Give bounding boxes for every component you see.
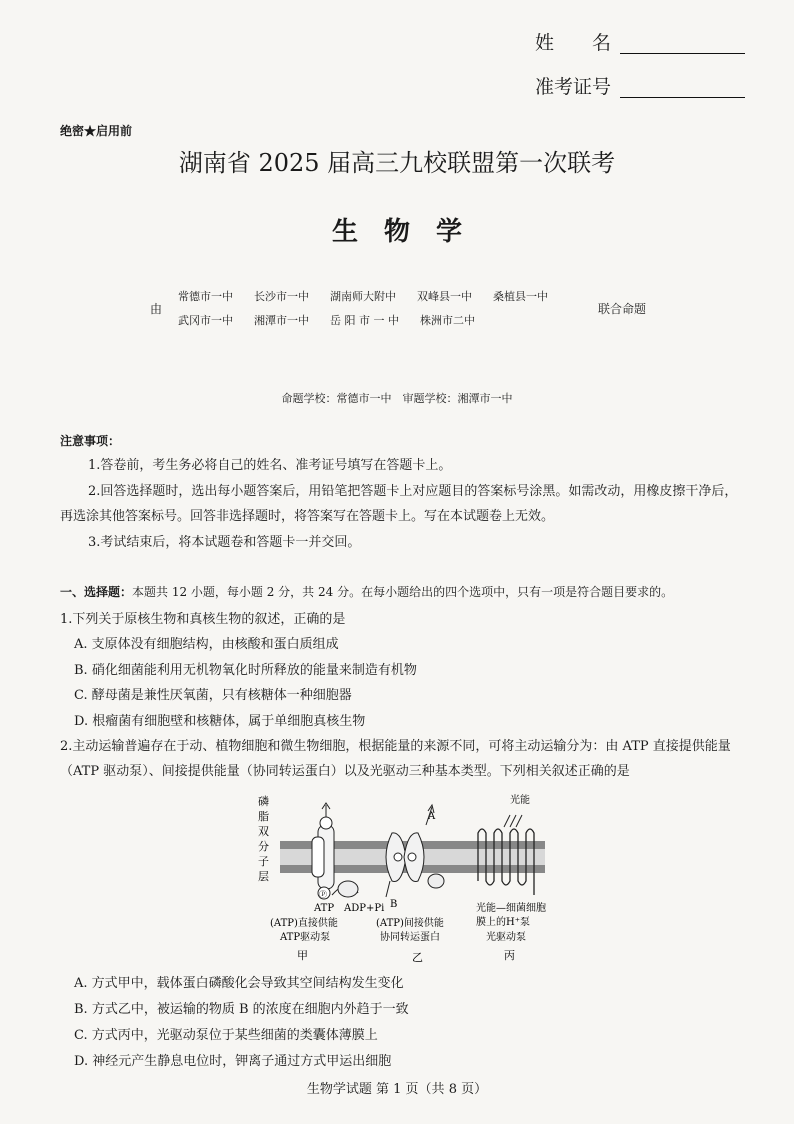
question-2-stem-line-2: （ATP 驱动泵）、间接提供能量（协同转运蛋白）以及光驱动三种基本类型。下列相关叙述正确的是: [60, 764, 630, 779]
membrane-label-char: 磷: [258, 795, 269, 808]
q2-option-a: A. 方式甲中，载体蛋白磷酸化会导致其空间结构发生变化: [74, 976, 404, 991]
note-item: 3.考试结束后，将本试题卷和答题卡一并交回。: [88, 535, 361, 550]
subject-title: 生 物 学: [331, 217, 462, 247]
section-heading: [60, 583, 673, 601]
note-item: 1.答卷前，考生务必将自己的姓名、准考证号填写在答题卡上。: [88, 458, 452, 473]
exam-id-label: 准考证号: [535, 76, 612, 98]
q1-option-a: A. 支原体没有细胞结构，由核酸和蛋白质组成: [74, 637, 339, 652]
q2-option-d: D. 神经元产生静息电位时，钾离子通过方式甲运出细胞: [74, 1054, 392, 1069]
school-row-2: [178, 312, 475, 330]
yi-caption-line: (ATP)间接供能: [376, 918, 444, 929]
school-item: 湖南师大附中: [330, 290, 396, 303]
atp-label: ATP: [314, 903, 335, 914]
yi-label: 乙: [412, 951, 423, 964]
q1-option-b: B. 硝化细菌能利用无机物氧化时所释放的能量来制造有机物: [74, 663, 417, 678]
transport-figure: [240, 785, 570, 975]
q1-option-d: D. 根瘤菌有细胞壁和核糖体，属于单细胞真核生物: [74, 714, 366, 729]
page-footer: 生物学试题 第 1 页（共 8 页）: [306, 1082, 488, 1097]
membrane-label-char: 层: [258, 870, 269, 883]
name-label: 姓 名: [535, 32, 612, 54]
school-item: 长沙市一中: [254, 290, 309, 303]
bing-caption-line: 光能—细菌细胞: [476, 903, 546, 914]
school-item: 岳 阳 市 一 中: [330, 314, 399, 327]
jia-caption-line: (ATP)直接供能: [270, 918, 338, 929]
jia-caption-line: ATP驱动泵: [280, 932, 331, 943]
question-2-stem-line-1: 2.主动运输普遍存在于动、植物细胞和微生物细胞，根据能量的来源不同，可将主动运输分为：由 ATP 直接提供能量: [60, 739, 731, 754]
note-item: 2.回答选择题时，选出每小题答案后，用铅笔把答题卡上对应题目的答案标号涂黑。如需改动，用橡皮擦干净后，: [88, 484, 738, 499]
light-label: 光能: [510, 795, 530, 806]
secret-tag: 绝密★启用前: [60, 124, 133, 138]
name-field-line[interactable]: [620, 53, 745, 54]
school-item: 双峰县一中: [417, 290, 472, 303]
bing-caption-line: 膜上的H⁺泵: [476, 917, 530, 928]
school-item: 桑植县一中: [493, 290, 548, 303]
schools-suffix: 联合命题: [598, 302, 647, 316]
jia-label: 甲: [297, 949, 308, 962]
membrane-label-char: 双: [258, 825, 269, 838]
credits: 命题学校：常德市一中 审题学校：湘潭市一中: [281, 392, 513, 405]
school-row-1: [178, 288, 548, 306]
substance-a-label: A: [428, 811, 436, 822]
page-title: 湖南省 2025 届高三九校联盟第一次联考: [178, 149, 616, 177]
membrane-label-char: 分: [258, 840, 269, 853]
yi-caption-line: 协同转运蛋白: [380, 932, 440, 943]
bing-label: 丙: [504, 949, 515, 962]
school-item: 武冈市一中: [178, 314, 233, 327]
adp-label: ADP+Pi: [344, 903, 385, 914]
q1-option-c: C. 酵母菌是兼性厌氧菌，只有核糖体一种细胞器: [74, 688, 352, 703]
note-item: 再选涂其他答案标号。回答非选择题时，将答案写在答题卡上。写在本试题卷上无效。: [60, 509, 555, 524]
membrane-label-char: 脂: [258, 810, 269, 823]
schools-prefix: 由: [150, 302, 163, 316]
membrane-label-char: 子: [258, 855, 269, 868]
exam-id-field-line[interactable]: [620, 97, 745, 98]
q2-option-b: B. 方式乙中，被运输的物质 B 的浓度在细胞内外趋于一致: [74, 1002, 409, 1017]
school-item: 株洲市二中: [420, 314, 475, 327]
bing-caption-line: 光驱动泵: [486, 932, 526, 943]
school-item: 湘潭市一中: [254, 314, 309, 327]
notes-heading: 注意事项：: [60, 434, 121, 448]
phosphate-label: Ⓟ: [319, 890, 327, 899]
section-heading-rest: 本题共 12 小题，每小题 2 分，共 24 分。在每小题给出的四个选项中，只有一项是符合题目要求的。: [132, 585, 674, 599]
substance-b-label: B: [390, 899, 398, 910]
q2-option-c: C. 方式丙中，光驱动泵位于某些细菌的类囊体薄膜上: [74, 1028, 378, 1043]
school-item: 常德市一中: [178, 290, 233, 303]
section-heading-bold: 一、选择题：: [60, 585, 133, 599]
question-1-stem: 1.下列关于原核生物和真核生物的叙述，正确的是: [60, 612, 346, 627]
